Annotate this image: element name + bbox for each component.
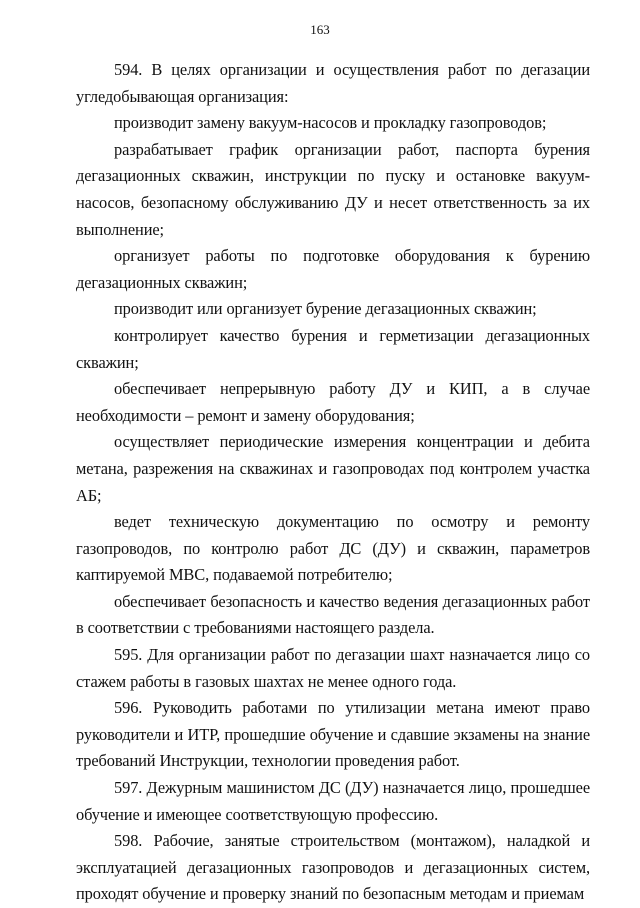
paragraph-597: 597. Дежурным машинистом ДС (ДУ) назначается лицо, прошедшее обучение и имеющее соответствующую профессию. — [76, 778, 590, 824]
paragraph-594-item-7: осуществляет периодические измерения концентрации и дебита метана, разрежения на скважинах и газопроводах под контролем участка АБ; — [76, 432, 590, 505]
paragraph-594-item-4: производит или организует бурение дегазационных скважин; — [114, 299, 537, 319]
paragraph-594-item-6: обеспечивает непрерывную работу ДУ и КИП, а в случае необходимости – ремонт и замену оборудования; — [76, 379, 590, 425]
paragraph-595: 595. Для организации работ по дегазации шахт назначается лицо со стажем работы в газовых шахтах не менее одного года. — [76, 645, 590, 691]
paragraph-594-item-3: организует работы по подготовке оборудования к бурению дегазационных скважин; — [76, 246, 590, 292]
paragraph-594-item-1: производит замену вакуум-насосов и прокладку газопроводов; — [114, 113, 547, 133]
paragraph-594-item-5: контролирует качество бурения и герметизации дегазационных скважин; — [76, 325, 590, 372]
paragraph-596: 596. Руководить работами по утилизации метана имеют право руководители и ИТР, прошедшие обучение и сдавшие экзамены на знание требований Инструкции, технологии проведения работ. — [76, 698, 590, 771]
paragraph-598: 598. Рабочие, занятые строительством (монтажом), наладкой и эксплуатацией дегазационных газопроводов и дегазационных систем, проходят обучение и проверку знаний по безопасным методам и приемам — [76, 831, 590, 904]
paragraph-594-item-2: разрабатывает график организации работ, паспорта бурения дегазационных скважин, инструкции по пуску и остановке вакуум-насосов, безопасному обслуживанию ДУ и несет ответственность за их выполнение; — [76, 139, 590, 239]
paragraph-594-intro: 594. В целях организации и осуществления работ по дегазации угледобывающая организация: — [76, 60, 590, 106]
page-number: 163 — [310, 22, 330, 37]
document-body — [76, 57, 590, 908]
paragraph-594-item-9: обеспечивает безопасность и качество ведения дегазационных работ в соответствии с требованиями настоящего раздела. — [76, 591, 590, 638]
paragraph-594-item-8: ведет техническую документацию по осмотру и ремонту газопроводов, по контролю работ ДС (ДУ) и скважин, параметров каптируемой МВС, подаваемой потребителю; — [76, 512, 590, 585]
